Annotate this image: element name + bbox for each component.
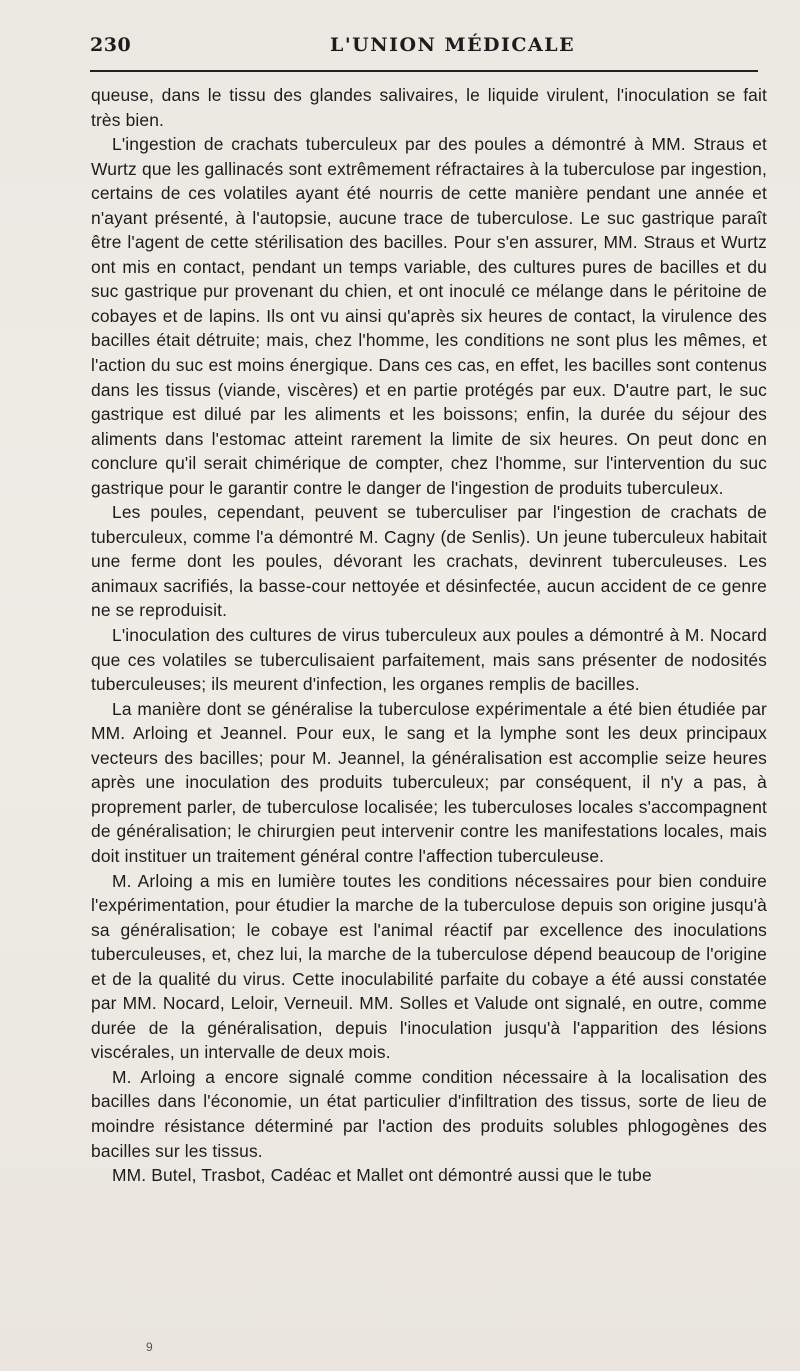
paragraph-1: queuse, dans le tissu des glandes salivaires, le liquide virulent, l'inoculation se fait très bien. (91, 85, 767, 130)
header-rule (90, 70, 758, 72)
paragraph-6: M. Arloing a mis en lumière toutes les conditions nécessaires pour bien conduire l'expérimentation, pour étudier la marche de la tuberculose depuis son origine jusqu'à sa généralisation; le cobaye est l'animal réactif par excellence des inoculations tuberculeuses, et, chez lui, la marche de la tuberculose dépend beaucoup de l'origine et de la qualité du virus. Cette inoculabilité parfaite du cobaye a été aussi constatée par MM. Nocard, Leloir, Verneuil. MM. Solles et Valude ont signalé, en outre, comme durée de la généralisation, depuis l'inoculation jusqu'à l'apparition des lésions viscérales, un intervalle de deux mois. (91, 870, 767, 1063)
paragraph-5: La manière dont se généralise la tuberculose expérimentale a été bien étudiée par MM. Arloing et Jeannel. Pour eux, le sang et la lymphe sont les deux principaux vecteurs des bacilles; pour M. Jeannel, la généralisation est accomplie seize heures après une inoculation des produits tuberculeux; par conséquent, il n'y a pas, à proprement parler, de tuberculose localisée; les tuberculoses locales s'accompagnent de généralisation; le chirurgien peut intervenir contre les manifestations locales, mais doit instituer un traitement général contre l'affection tuberculeuse. (91, 698, 767, 866)
paragraph-4: L'inoculation des cultures de virus tuberculeux aux poules a démontré à M. Nocard que ces volatiles se tuberculisaient parfaitement, mais sans présenter de nodosités tuberculeuses; ils meurent d'infection, les organes remplis de bacilles. (91, 625, 767, 695)
signature-mark: 9 (146, 1340, 154, 1354)
paragraph-8: MM. Butel, Trasbot, Cadéac et Mallet ont démontré aussi que le tube (112, 1165, 652, 1186)
paragraph-2: L'ingestion de crachats tuberculeux par des poules a démontré à MM. Straus et Wurtz que les gallinacés sont extrêmement réfractaires à la tuberculose par ingestion, certains de ces volatiles ayant été nourris de cette manière pendant une année et n'ayant présenté, à l'autopsie, aucune trace de tuberculose. Le suc gastrique paraît être l'agent de cette stérilisation des bacilles. Pour s'en assurer, MM. Straus et Wurtz ont mis en contact, pendant un temps variable, des cultures pures de bacilles et du suc gastrique pur provenant du chien, et ont inoculé ce mélange dans le péritoine de cobayes et de lapins. Ils ont vu ainsi qu'après six heures de contact, la virulence des bacilles était détruite; mais, chez l'homme, les conditions ne sont plus les mêmes, et l'action du suc est moins énergique. Dans ces cas, en effet, les bacilles sont contenus dans les tissus (viande, viscères) et en partie protégés par eux. D'autre part, le suc gastrique est dilué par les aliments et les boissons; enfin, la durée du séjour des aliments dans l'estomac atteint rarement la limite de six heures. On peut donc en conclure qu'il serait chimérique de compter, chez l'homme, sur l'intervention du suc gastrique pour le garantir contre le danger de l'ingestion de produits tuberculeux. (91, 134, 767, 498)
article-body (91, 83, 767, 1188)
page-number: 230 (90, 34, 132, 56)
running-title: L'UNION MÉDICALE (330, 34, 576, 56)
paragraph-3: Les poules, cependant, peuvent se tuberculiser par l'ingestion de crachats de tuberculeux, comme l'a démontré M. Cagny (de Senlis). Un jeune tuberculeux habitait une ferme dont les poules, dévorant les crachats, devinrent tuberculeuses. Les animaux sacrifiés, la basse-cour nettoyée et désinfectée, aucun accident de ce genre ne se reproduisit. (91, 502, 767, 621)
page-header (90, 34, 760, 64)
paragraph-7: M. Arloing a encore signalé comme condition nécessaire à la localisation des bacilles dans l'économie, un état particulier d'infiltration des tissus, sorte de lieu de moindre résistance déterminé par l'action des produits solubles phlogogènes des bacilles sur les tissus. (91, 1066, 767, 1161)
